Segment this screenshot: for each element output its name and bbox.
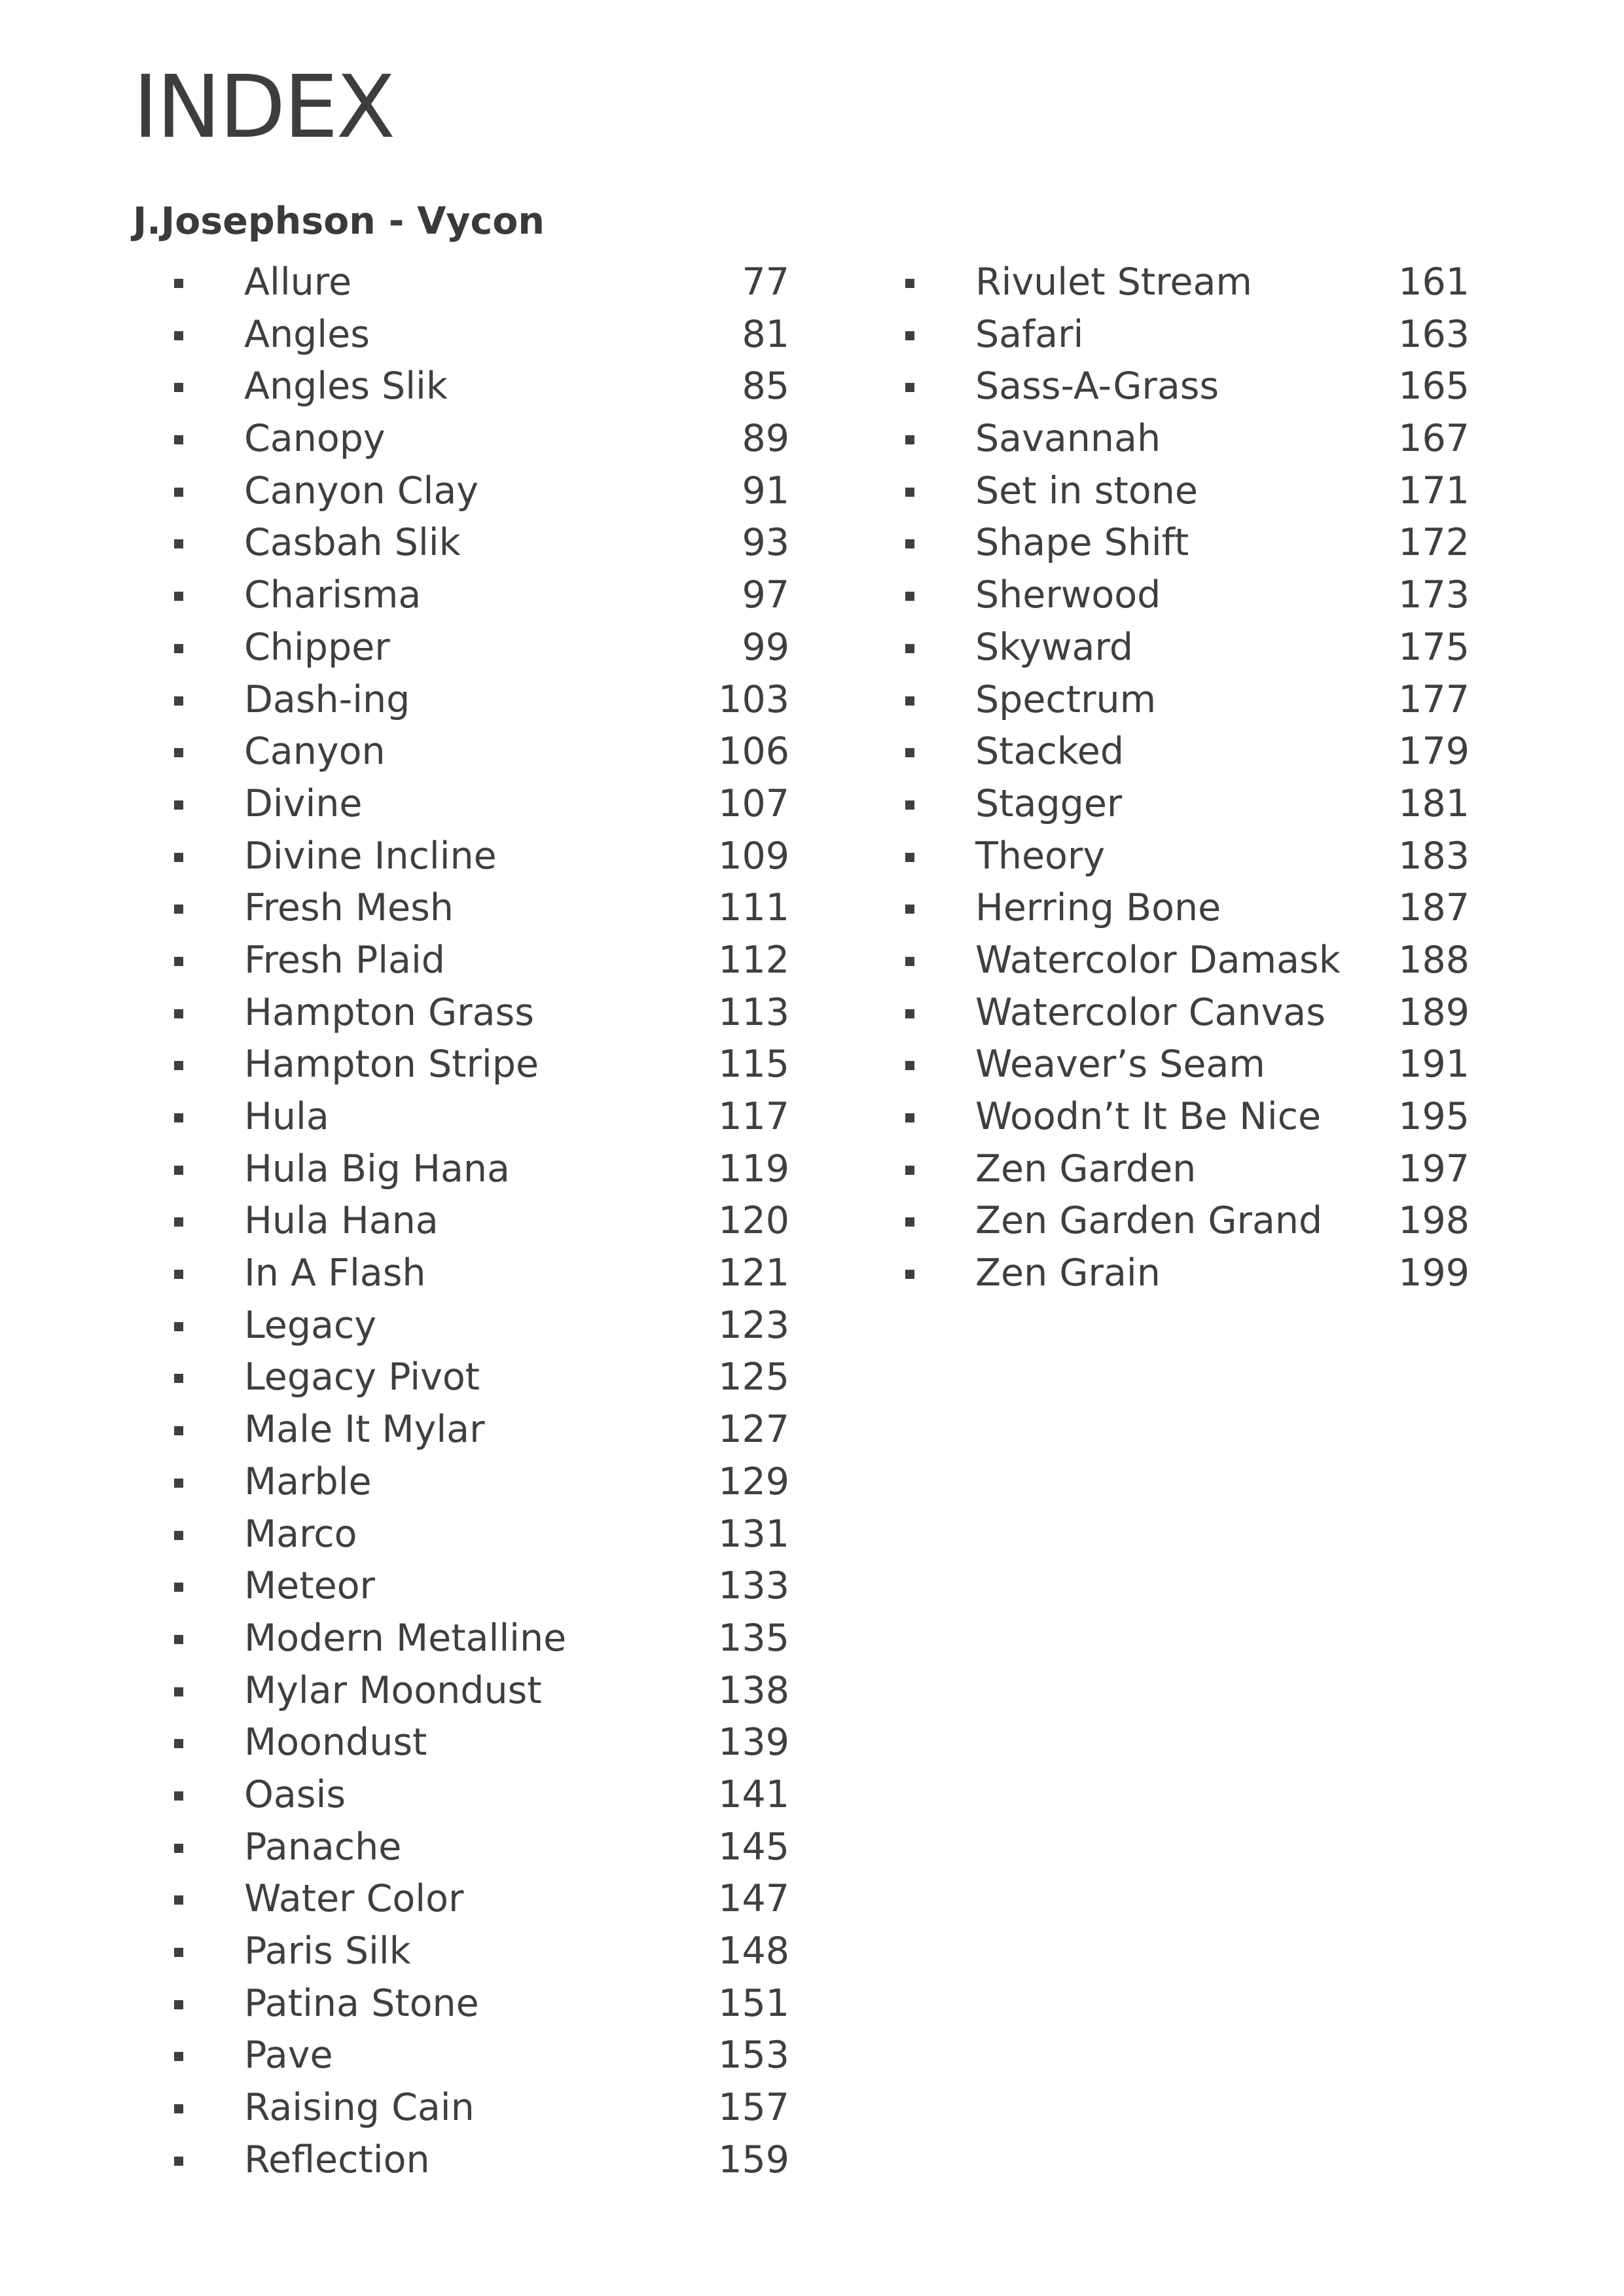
- square-bullet-icon: [905, 800, 914, 810]
- entry-page-number: 89: [742, 417, 789, 461]
- entry-name: Mylar Moondust: [244, 1668, 542, 1712]
- square-bullet-icon: [174, 488, 183, 497]
- entry-name: Canyon Clay: [244, 469, 479, 512]
- index-entry: [905, 517, 1470, 569]
- index-entry: [905, 361, 1470, 413]
- entry-page-number: 121: [718, 1251, 789, 1295]
- square-bullet-icon: [174, 644, 183, 653]
- entry-page-number: 171: [1398, 469, 1470, 512]
- square-bullet-icon: [905, 644, 914, 653]
- entry-page-number: 91: [742, 469, 789, 512]
- entry-page-number: 120: [718, 1199, 789, 1243]
- entry-page-number: 139: [718, 1721, 789, 1765]
- entry-name: Dash-ing: [244, 677, 410, 721]
- index-entry: [174, 1404, 789, 1456]
- square-bullet-icon: [174, 2157, 183, 2166]
- entry-page-number: 195: [1398, 1095, 1470, 1138]
- entry-name: Water Color: [244, 1877, 464, 1921]
- square-bullet-icon: [174, 1009, 183, 1018]
- entry-name: Shape Shift: [975, 521, 1189, 565]
- index-entry: [174, 1717, 789, 1769]
- square-bullet-icon: [174, 1322, 183, 1331]
- index-entry: [905, 1039, 1470, 1091]
- entry-name: Watercolor Canvas: [975, 990, 1326, 1034]
- entry-name: Reflection: [244, 2138, 430, 2181]
- square-bullet-icon: [174, 1061, 183, 1070]
- entry-page-number: 167: [1398, 417, 1470, 461]
- index-entry: [174, 2030, 789, 2082]
- index-entry: [174, 2082, 789, 2134]
- entry-name: Hula Hana: [244, 1199, 439, 1243]
- index-entry: [174, 882, 789, 935]
- entry-page-number: 177: [1398, 677, 1470, 721]
- square-bullet-icon: [905, 1009, 914, 1018]
- index-column-right: [905, 257, 1470, 1300]
- entry-name: Legacy: [244, 1303, 377, 1347]
- entry-page-number: 165: [1398, 365, 1470, 408]
- square-bullet-icon: [174, 1113, 183, 1122]
- entry-name: Canyon: [244, 730, 386, 774]
- index-entry: [905, 882, 1470, 935]
- index-entry: [905, 674, 1470, 726]
- index-entry: [174, 987, 789, 1039]
- square-bullet-icon: [905, 1061, 914, 1070]
- entry-page-number: 125: [718, 1355, 789, 1399]
- entry-page-number: 133: [718, 1564, 789, 1608]
- entry-page-number: 191: [1398, 1043, 1470, 1086]
- square-bullet-icon: [174, 592, 183, 601]
- square-bullet-icon: [174, 2000, 183, 2009]
- square-bullet-icon: [174, 853, 183, 862]
- square-bullet-icon: [905, 592, 914, 601]
- entry-name: Marble: [244, 1460, 372, 1503]
- square-bullet-icon: [174, 1479, 183, 1488]
- index-entry: [174, 778, 789, 831]
- index-entry: [174, 1873, 789, 1926]
- square-bullet-icon: [174, 1791, 183, 1801]
- entry-name: Set in stone: [975, 469, 1198, 512]
- entry-page-number: 198: [1398, 1199, 1470, 1243]
- index-entry: [905, 465, 1470, 518]
- square-bullet-icon: [174, 2052, 183, 2061]
- entry-name: Pave: [244, 2034, 333, 2077]
- entry-page-number: 107: [718, 781, 789, 825]
- square-bullet-icon: [905, 331, 914, 340]
- entry-name: Angles Slik: [244, 365, 448, 408]
- entry-name: Savannah: [975, 417, 1161, 461]
- index-entry: [174, 1352, 789, 1404]
- entry-page-number: 153: [718, 2034, 789, 2077]
- index-entry: [174, 622, 789, 674]
- entry-page-number: 129: [718, 1460, 789, 1503]
- square-bullet-icon: [905, 957, 914, 966]
- entry-name: Moondust: [244, 1721, 427, 1765]
- square-bullet-icon: [174, 383, 183, 392]
- square-bullet-icon: [174, 957, 183, 966]
- entry-page-number: 157: [718, 2086, 789, 2130]
- index-entry: [174, 1300, 789, 1352]
- index-entry: [905, 309, 1470, 361]
- entry-page-number: 109: [718, 834, 789, 878]
- square-bullet-icon: [905, 1270, 914, 1279]
- entry-page-number: 117: [718, 1095, 789, 1138]
- square-bullet-icon: [174, 1635, 183, 1644]
- entry-page-number: 99: [742, 625, 789, 669]
- square-bullet-icon: [905, 853, 914, 862]
- square-bullet-icon: [174, 279, 183, 288]
- index-entry: [905, 1143, 1470, 1196]
- square-bullet-icon: [174, 800, 183, 810]
- index-entry: [174, 1039, 789, 1091]
- page-title: INDEX: [133, 57, 394, 158]
- entry-name: Zen Garden: [975, 1147, 1197, 1191]
- square-bullet-icon: [905, 905, 914, 914]
- entry-page-number: 148: [718, 1929, 789, 1973]
- index-entry: [174, 517, 789, 569]
- entry-name: Zen Garden Grand: [975, 1199, 1323, 1243]
- square-bullet-icon: [905, 748, 914, 757]
- square-bullet-icon: [174, 1270, 183, 1279]
- entry-page-number: 179: [1398, 730, 1470, 774]
- entry-page-number: 161: [1398, 260, 1470, 304]
- entry-page-number: 113: [718, 990, 789, 1034]
- index-entry: [174, 465, 789, 518]
- entry-name: Legacy Pivot: [244, 1355, 480, 1399]
- entry-page-number: 131: [718, 1512, 789, 1556]
- square-bullet-icon: [174, 748, 183, 757]
- square-bullet-icon: [174, 1531, 183, 1540]
- index-column-left: [174, 257, 789, 2186]
- entry-page-number: 85: [742, 365, 789, 408]
- index-entry: [905, 569, 1470, 622]
- square-bullet-icon: [174, 1426, 183, 1435]
- entry-page-number: 112: [718, 938, 789, 982]
- entry-page-number: 111: [718, 886, 789, 930]
- entry-name: Marco: [244, 1512, 357, 1556]
- index-entry: [905, 1195, 1470, 1247]
- entry-name: Hula Big Hana: [244, 1147, 510, 1191]
- entry-name: Sherwood: [975, 573, 1161, 617]
- square-bullet-icon: [174, 2104, 183, 2113]
- entry-name: Skyward: [975, 625, 1134, 669]
- square-bullet-icon: [905, 383, 914, 392]
- index-entry: [174, 935, 789, 987]
- entry-page-number: 175: [1398, 625, 1470, 669]
- index-entry: [174, 726, 789, 778]
- index-entry: [174, 1195, 789, 1247]
- entry-page-number: 173: [1398, 573, 1470, 617]
- entry-name: Theory: [975, 834, 1106, 878]
- index-entry: [174, 361, 789, 413]
- entry-page-number: 145: [718, 1825, 789, 1869]
- entry-page-number: 181: [1398, 781, 1470, 825]
- entry-name: Zen Grain: [975, 1251, 1161, 1295]
- entry-page-number: 103: [718, 677, 789, 721]
- square-bullet-icon: [174, 1374, 183, 1383]
- index-entry: [174, 1247, 789, 1300]
- entry-name: Chipper: [244, 625, 390, 669]
- entry-name: Fresh Mesh: [244, 886, 454, 930]
- square-bullet-icon: [905, 1166, 914, 1175]
- index-entry: [174, 1091, 789, 1143]
- square-bullet-icon: [905, 1113, 914, 1122]
- entry-name: Angles: [244, 312, 370, 356]
- entry-page-number: 138: [718, 1668, 789, 1712]
- entry-name: Oasis: [244, 1772, 346, 1816]
- index-entry: [905, 726, 1470, 778]
- index-entry: [905, 257, 1470, 309]
- entry-name: Meteor: [244, 1564, 375, 1608]
- square-bullet-icon: [905, 696, 914, 706]
- entry-name: Patina Stone: [244, 1981, 479, 2025]
- entry-name: Divine: [244, 781, 363, 825]
- entry-page-number: 97: [742, 573, 789, 617]
- square-bullet-icon: [174, 1166, 183, 1175]
- entry-name: Hampton Grass: [244, 990, 534, 1034]
- entry-name: Charisma: [244, 573, 422, 617]
- entry-page-number: 115: [718, 1043, 789, 1086]
- index-entry: [174, 1821, 789, 1874]
- entry-name: In A Flash: [244, 1251, 426, 1295]
- entry-page-number: 141: [718, 1772, 789, 1816]
- entry-name: Spectrum: [975, 677, 1157, 721]
- entry-page-number: 81: [742, 312, 789, 356]
- entry-name: Paris Silk: [244, 1929, 411, 1973]
- index-entry: [174, 674, 789, 726]
- section-heading: J.Josephson - Vycon: [133, 200, 545, 243]
- entry-page-number: 77: [742, 260, 789, 304]
- index-entry: [174, 1509, 789, 1561]
- index-entry: [174, 1613, 789, 1665]
- index-entry: [174, 569, 789, 622]
- entry-page-number: 135: [718, 1616, 789, 1660]
- entry-name: Safari: [975, 312, 1084, 356]
- index-entry: [174, 1665, 789, 1717]
- square-bullet-icon: [174, 539, 183, 548]
- entry-name: Stagger: [975, 781, 1123, 825]
- index-entry: [174, 2134, 789, 2187]
- entry-page-number: 106: [718, 730, 789, 774]
- entry-page-number: 187: [1398, 886, 1470, 930]
- square-bullet-icon: [174, 1895, 183, 1905]
- entry-page-number: 123: [718, 1303, 789, 1347]
- index-entry: [174, 413, 789, 465]
- entry-name: Stacked: [975, 730, 1125, 774]
- entry-name: Modern Metalline: [244, 1616, 567, 1660]
- entry-page-number: 93: [742, 521, 789, 565]
- entry-name: Hula: [244, 1095, 329, 1138]
- entry-page-number: 189: [1398, 990, 1470, 1034]
- index-entry: [174, 1769, 789, 1821]
- index-entry: [174, 309, 789, 361]
- entry-name: Allure: [244, 260, 352, 304]
- index-entry: [174, 1978, 789, 2030]
- entry-page-number: 188: [1398, 938, 1470, 982]
- entry-page-number: 151: [718, 1981, 789, 2025]
- index-entry: [905, 935, 1470, 987]
- entry-name: Woodn’t It Be Nice: [975, 1095, 1322, 1138]
- entry-name: Watercolor Damask: [975, 938, 1341, 982]
- entry-name: Sass-A-Grass: [975, 365, 1219, 408]
- index-entry: [174, 1560, 789, 1613]
- index-entry: [174, 831, 789, 883]
- index-entry: [174, 1456, 789, 1509]
- square-bullet-icon: [905, 488, 914, 497]
- entry-name: Rivulet Stream: [975, 260, 1252, 304]
- entry-page-number: 199: [1398, 1251, 1470, 1295]
- index-entry: [905, 778, 1470, 831]
- square-bullet-icon: [905, 279, 914, 288]
- entry-page-number: 183: [1398, 834, 1470, 878]
- entry-name: Herring Bone: [975, 886, 1221, 930]
- entry-page-number: 163: [1398, 312, 1470, 356]
- square-bullet-icon: [174, 1217, 183, 1227]
- index-entry: [905, 1247, 1470, 1300]
- entry-name: Casbah Slik: [244, 521, 461, 565]
- index-entry: [905, 622, 1470, 674]
- index-entry: [174, 257, 789, 309]
- entry-page-number: 147: [718, 1877, 789, 1921]
- entry-page-number: 172: [1398, 521, 1470, 565]
- index-entry: [905, 987, 1470, 1039]
- entry-name: Panache: [244, 1825, 402, 1869]
- square-bullet-icon: [174, 331, 183, 340]
- entry-page-number: 127: [718, 1408, 789, 1452]
- square-bullet-icon: [174, 1844, 183, 1853]
- entry-name: Weaver’s Seam: [975, 1043, 1265, 1086]
- entry-name: Fresh Plaid: [244, 938, 445, 982]
- square-bullet-icon: [174, 1739, 183, 1748]
- square-bullet-icon: [174, 1583, 183, 1592]
- entry-name: Canopy: [244, 417, 386, 461]
- entry-page-number: 119: [718, 1147, 789, 1191]
- index-entry: [905, 831, 1470, 883]
- index-entry: [905, 413, 1470, 465]
- square-bullet-icon: [905, 435, 914, 444]
- square-bullet-icon: [905, 539, 914, 548]
- square-bullet-icon: [174, 1948, 183, 1957]
- entry-page-number: 159: [718, 2138, 789, 2181]
- square-bullet-icon: [174, 1687, 183, 1696]
- entry-name: Male It Mylar: [244, 1408, 485, 1452]
- entry-name: Divine Incline: [244, 834, 497, 878]
- index-entry: [174, 1926, 789, 1978]
- index-entry: [905, 1091, 1470, 1143]
- entry-page-number: 197: [1398, 1147, 1470, 1191]
- entry-name: Hampton Stripe: [244, 1043, 539, 1086]
- index-entry: [174, 1143, 789, 1196]
- square-bullet-icon: [174, 696, 183, 706]
- square-bullet-icon: [905, 1217, 914, 1227]
- square-bullet-icon: [174, 435, 183, 444]
- entry-name: Raising Cain: [244, 2086, 475, 2130]
- square-bullet-icon: [174, 905, 183, 914]
